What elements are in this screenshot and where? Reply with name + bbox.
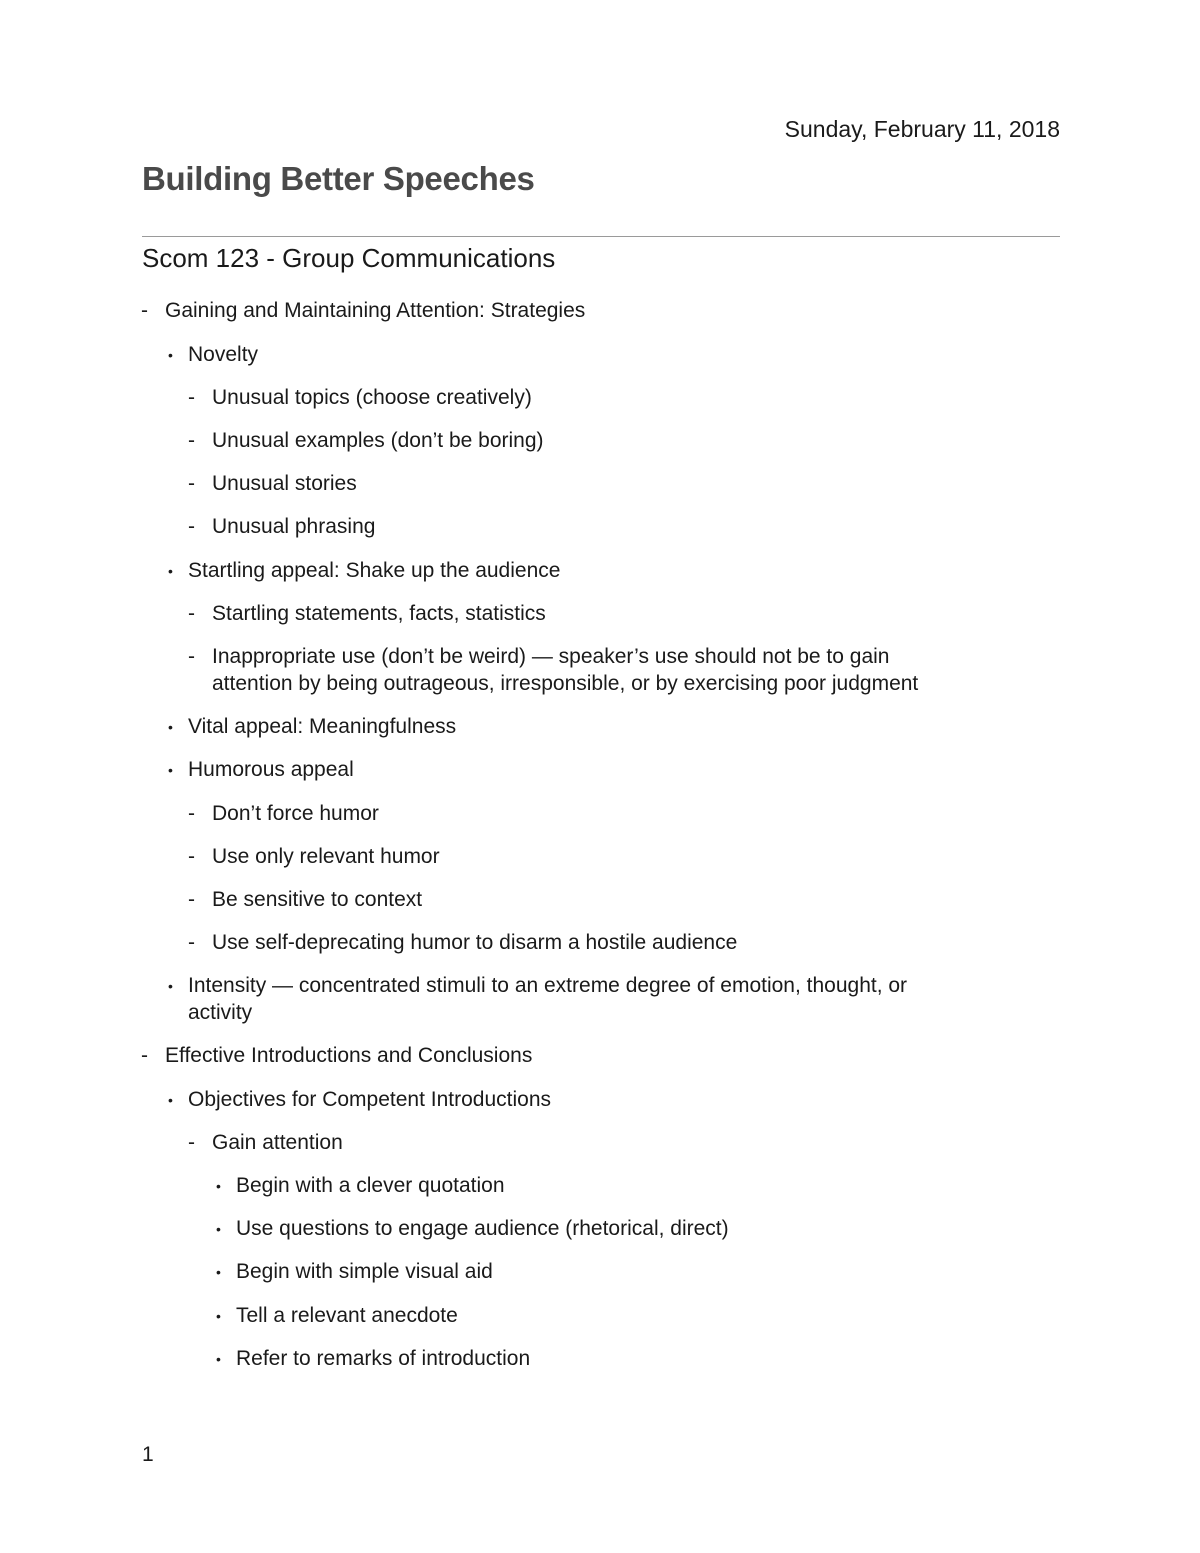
outline-item-line: Startling appeal: Shake up the audience (188, 559, 561, 582)
dash-marker-icon: - (188, 888, 195, 911)
outline-item-text (236, 1172, 505, 1199)
outline-item-line: Objectives for Competent Introductions (188, 1088, 552, 1111)
outline-item-text (212, 800, 379, 827)
bullet-marker-icon: • (216, 1178, 221, 1194)
outline-item-text (188, 713, 456, 740)
outline-item-level-2 (168, 1086, 552, 1114)
outline-item-text (188, 756, 354, 783)
outline-item-line: Inappropriate use (don’t be weird) — speaker’s use should not be to gain (212, 645, 890, 668)
outline-item-text (165, 1042, 532, 1069)
outline-item-text (212, 384, 532, 411)
outline-item-line: Use self-deprecating humor to disarm a hostile audience (212, 931, 738, 954)
document-date: Sunday, February 11, 2018 (784, 116, 1060, 142)
bullet-marker-icon: • (168, 719, 173, 735)
outline-item-line: Unusual examples (don’t be boring) (212, 429, 544, 452)
outline-item-text (212, 886, 422, 913)
outline-item-line: attention by being outrageous, irresponsible, or by exercising poor judgment (212, 672, 919, 695)
outline-item-level-3 (188, 800, 379, 828)
outline-item-text (236, 1345, 530, 1372)
outline-item-line: Be sensitive to context (212, 888, 423, 911)
outline-item-level-3 (188, 384, 532, 412)
outline-item-text (188, 557, 560, 584)
outline-item-line: activity (188, 1001, 253, 1024)
outline-item-line: Use questions to engage audience (rhetorical, direct) (236, 1217, 729, 1240)
outline-item-line: Effective Introductions and Conclusions (165, 1044, 533, 1067)
dash-marker-icon: - (188, 386, 195, 409)
outline-item-text (188, 1086, 551, 1113)
title-divider (142, 236, 1060, 237)
outline-item-level-3 (188, 929, 738, 957)
outline-item-line: Unusual phrasing (212, 515, 376, 538)
outline-item-text (212, 470, 357, 497)
outline-item-line: Novelty (188, 343, 259, 366)
outline-item-level-2 (168, 756, 354, 784)
outline-item-level-3 (188, 513, 376, 541)
outline-item-level-4 (216, 1215, 729, 1243)
outline-item-text (212, 1129, 343, 1156)
bullet-marker-icon: • (168, 762, 173, 778)
outline-item-text (212, 643, 918, 697)
bullet-marker-icon: • (168, 978, 173, 994)
dash-marker-icon: - (188, 602, 195, 625)
outline-item-line: Humorous appeal (188, 758, 354, 781)
outline-item-level-2 (168, 713, 457, 741)
outline-item-level-3 (188, 886, 423, 914)
document-title: Building Better Speeches (142, 160, 535, 197)
outline-item-line: Gaining and Maintaining Attention: Strategies (165, 299, 586, 322)
dash-marker-icon: - (141, 299, 148, 322)
bullet-marker-icon: • (216, 1221, 221, 1237)
outline-item-level-4 (216, 1258, 493, 1286)
outline-item-level-4 (216, 1345, 531, 1373)
outline-item-text (236, 1302, 458, 1329)
outline-item-line: Intensity — concentrated stimuli to an extreme degree of emotion, thought, or (188, 974, 908, 997)
outline-item-line: Unusual topics (choose creatively) (212, 386, 532, 409)
outline-item-text (212, 513, 375, 540)
dash-marker-icon: - (188, 802, 195, 825)
bullet-marker-icon: • (216, 1308, 221, 1324)
outline-item-line: Don’t force humor (212, 802, 379, 825)
outline-item-text (212, 843, 440, 870)
bullet-marker-icon: • (168, 1092, 173, 1108)
outline-item-line: Gain attention (212, 1131, 343, 1154)
dash-marker-icon: - (141, 1044, 148, 1067)
bullet-marker-icon: • (216, 1264, 221, 1280)
outline-item-text (212, 929, 737, 956)
outline-item-line: Tell a relevant anecdote (236, 1304, 458, 1327)
outline-item-text (188, 341, 258, 368)
outline-item-level-1 (141, 1042, 533, 1070)
bullet-marker-icon: • (216, 1351, 221, 1367)
outline-item-level-3 (188, 470, 357, 498)
outline-item-level-4 (216, 1172, 505, 1200)
outline-item-line: Begin with a clever quotation (236, 1174, 505, 1197)
outline-item-level-3 (188, 427, 544, 455)
dash-marker-icon: - (188, 645, 195, 668)
outline-item-level-3 (188, 643, 919, 698)
dash-marker-icon: - (188, 845, 195, 868)
bullet-marker-icon: • (168, 347, 173, 363)
outline-item-level-2 (168, 557, 561, 585)
page-number: 1 (142, 1443, 154, 1466)
outline-item-text (212, 600, 546, 627)
outline-item-text (236, 1215, 729, 1242)
outline-item-level-3 (188, 843, 440, 871)
outline-item-text (165, 297, 585, 324)
outline-item-level-2 (168, 341, 259, 369)
outline-item-line: Unusual stories (212, 472, 357, 495)
outline-item-level-3 (188, 1129, 343, 1157)
bullet-marker-icon: • (168, 563, 173, 579)
dash-marker-icon: - (188, 515, 195, 538)
outline-item-line: Begin with simple visual aid (236, 1260, 493, 1283)
outline-item-text (188, 972, 907, 1026)
outline-item-text (236, 1258, 493, 1285)
dash-marker-icon: - (188, 1131, 195, 1154)
outline-item-line: Vital appeal: Meaningfulness (188, 715, 457, 738)
dash-marker-icon: - (188, 429, 195, 452)
outline-item-level-1 (141, 297, 586, 325)
document-subtitle: Scom 123 - Group Communications (142, 243, 556, 273)
outline-item-level-4 (216, 1302, 458, 1330)
outline-item-level-3 (188, 600, 546, 628)
outline-item-level-2 (168, 972, 908, 1027)
outline-item-line: Use only relevant humor (212, 845, 440, 868)
dash-marker-icon: - (188, 472, 195, 495)
dash-marker-icon: - (188, 931, 195, 954)
outline-item-text (212, 427, 544, 454)
outline-item-line: Startling statements, facts, statistics (212, 602, 546, 625)
outline-item-line: Refer to remarks of introduction (236, 1347, 531, 1370)
